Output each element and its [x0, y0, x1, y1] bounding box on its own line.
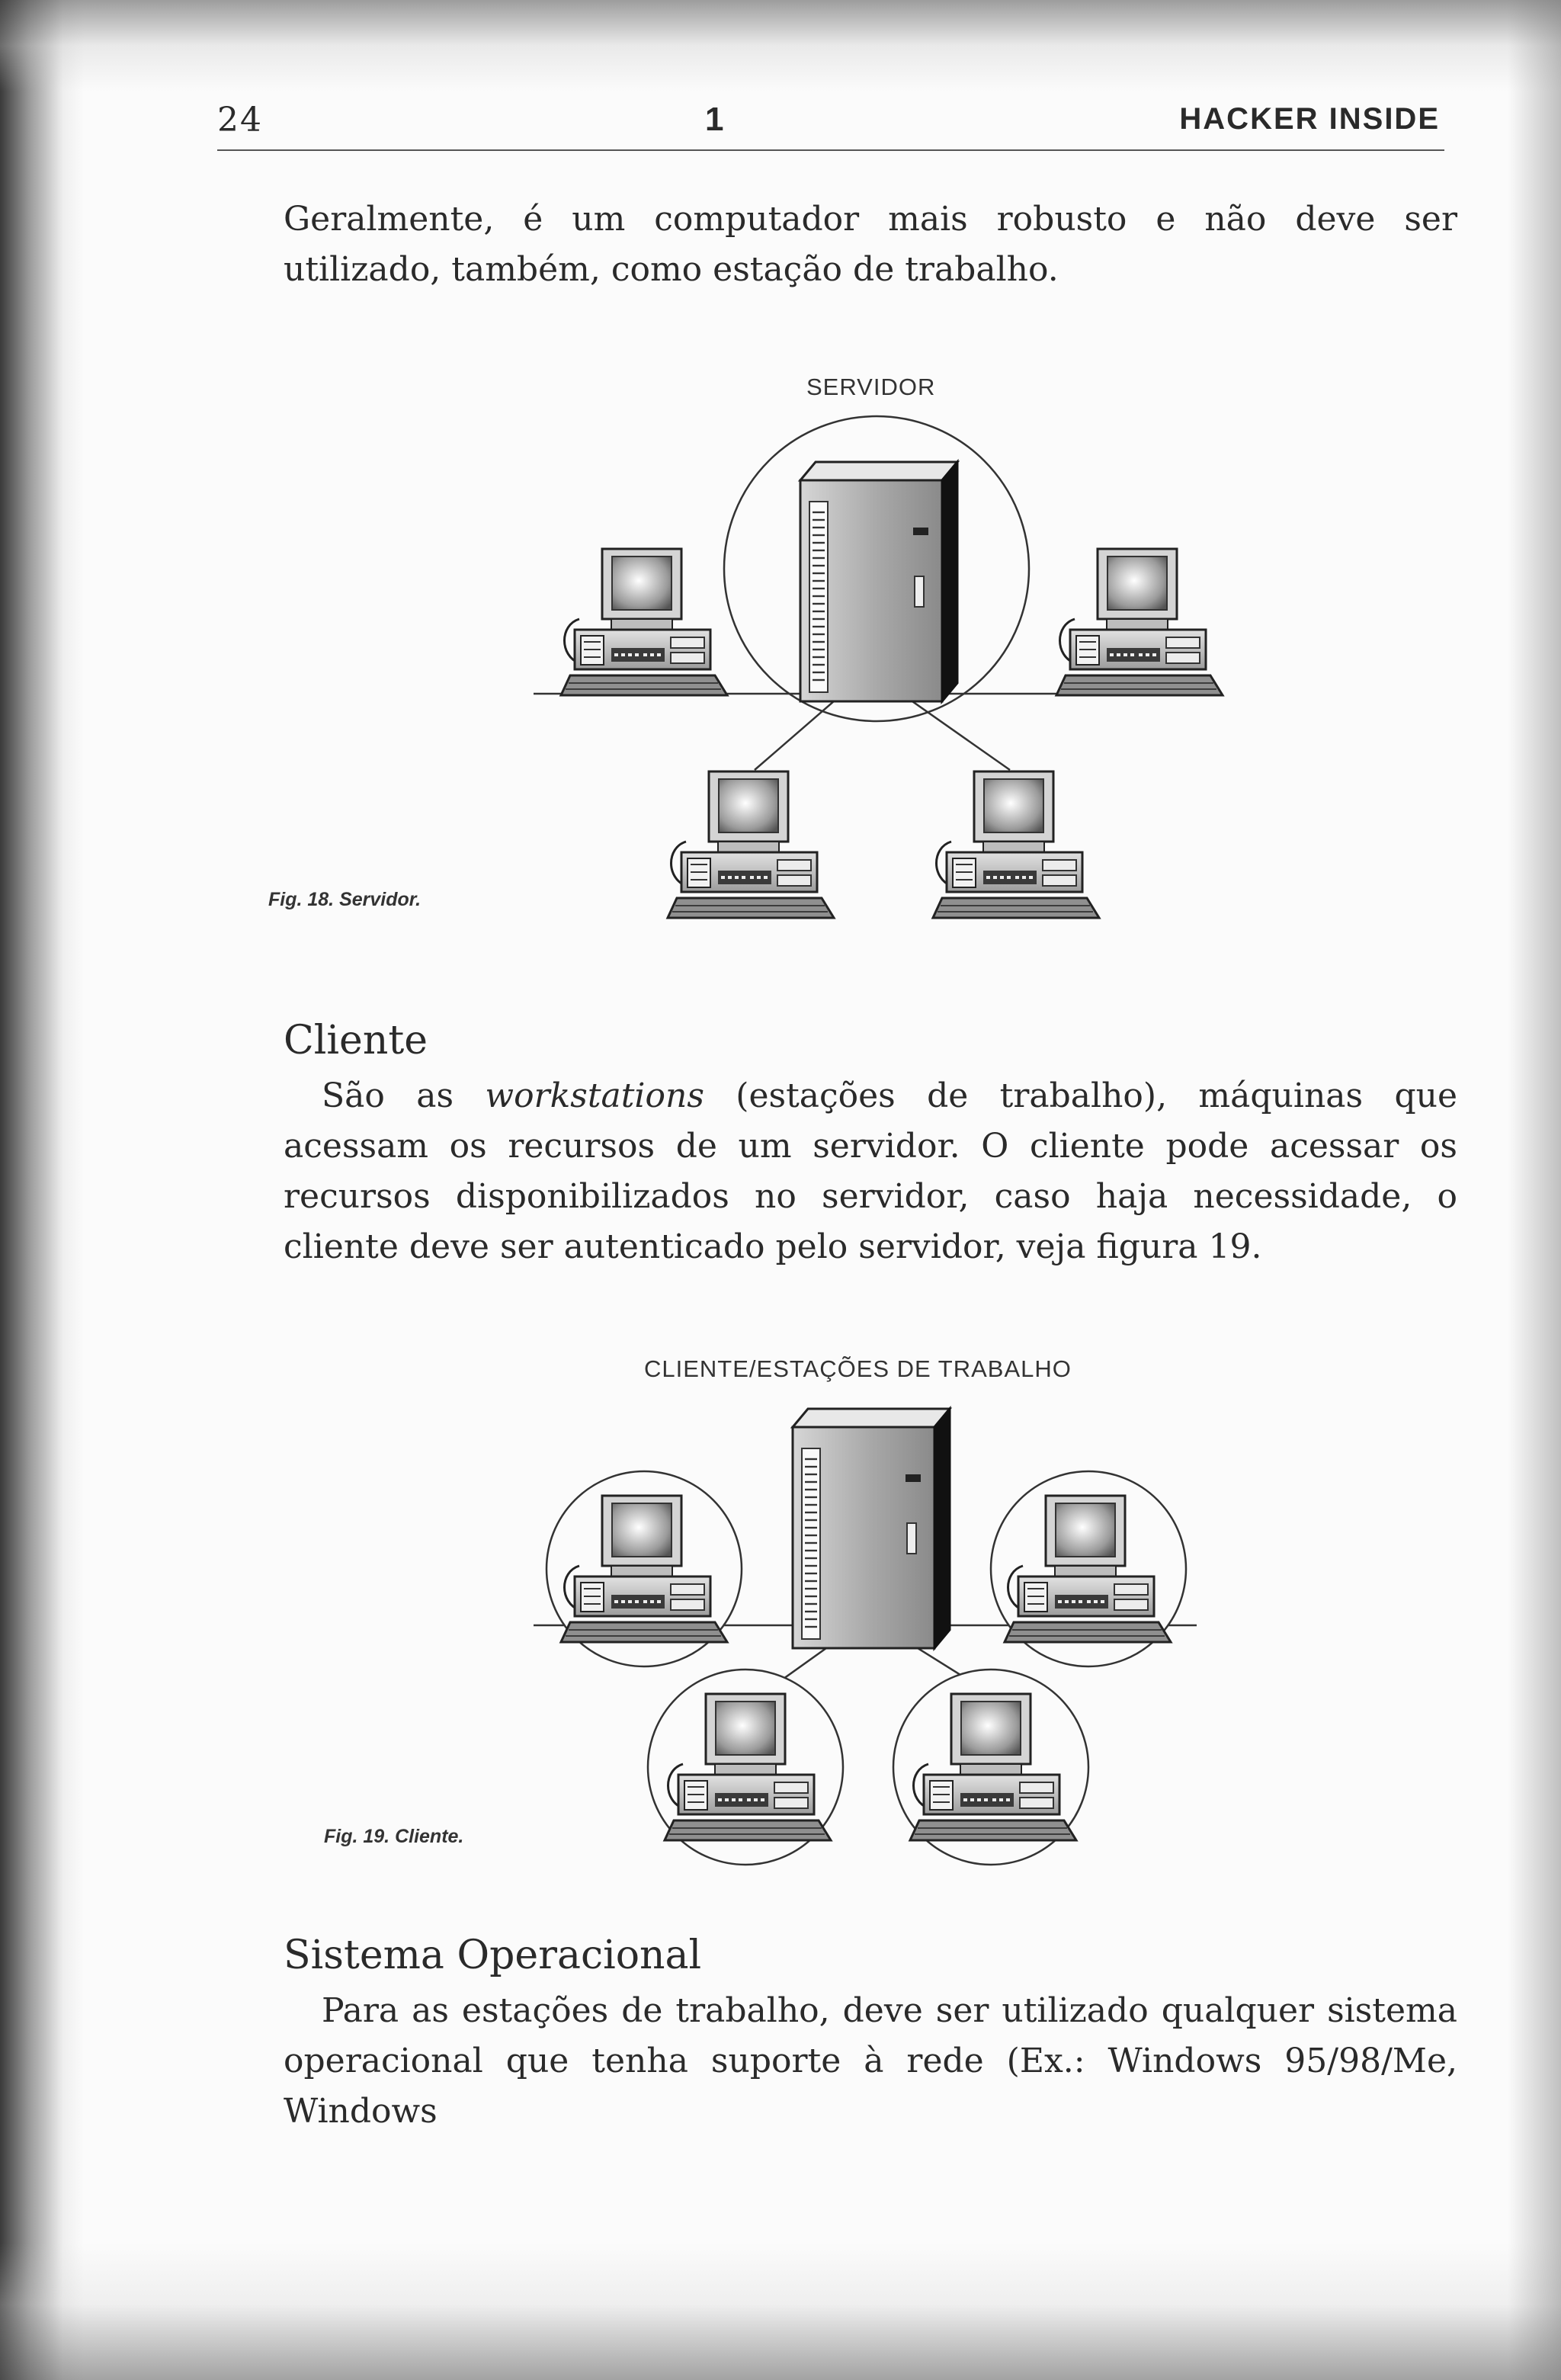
book-title: HACKER INSIDE — [1179, 102, 1440, 136]
cliente-paragraph-rest: (estações de trabalho), máquinas que acessam os recursos de um servidor. O cliente pode acessar os recursos disponibilizados no servidor, caso haja necessidade, o cliente deve ser autenticado pelo servidor, veja figura 19. — [284, 1076, 1457, 1266]
workstation-left — [561, 549, 727, 695]
cliente-paragraph-italic: workstations — [485, 1076, 704, 1115]
figure-18-diagram — [534, 412, 1220, 930]
running-head — [217, 101, 1444, 151]
chapter-number: 1 — [705, 101, 724, 138]
figure-19-diagram — [534, 1389, 1220, 1877]
section-heading-cliente: Cliente — [284, 1018, 428, 1063]
figure-18-caption: Fig. 18. Servidor. — [268, 889, 422, 910]
workstation-bottom-right — [933, 771, 1099, 918]
cliente-paragraph-start: São as — [322, 1076, 486, 1115]
server-tower — [793, 1400, 950, 1648]
page-edge-bottom — [0, 2243, 1561, 2380]
page-edge-left — [0, 0, 84, 2380]
figure-19-caption: Fig. 19. Cliente. — [324, 1826, 464, 1847]
sistema-operacional-text: Para as estações de trabalho, deve ser utilizado qualquer sistema operacional que tenha suporte à rede (Ex.: Windows 95/98/Me, Windows — [284, 1991, 1457, 2131]
workstation-right — [1056, 549, 1223, 695]
page-number: 24 — [217, 101, 263, 140]
figure-19-title: CLIENTE/ESTAÇÕES DE TRABALHO — [644, 1355, 1072, 1382]
workstation-bottom-left — [668, 771, 834, 918]
cliente-paragraph — [284, 1071, 1457, 1272]
sistema-operacional-paragraph — [284, 1986, 1457, 2137]
page-edge-top — [0, 0, 1561, 91]
intro-paragraph: Geralmente, é um computador mais robusto e não deve ser utilizado, também, como estação de trabalho. — [284, 200, 1457, 289]
page-edge-right — [1508, 0, 1561, 2380]
server-tower — [800, 453, 957, 701]
figure-18-title: SERVIDOR — [806, 374, 936, 400]
section-heading-sistema-operacional: Sistema Operacional — [284, 1933, 702, 1978]
